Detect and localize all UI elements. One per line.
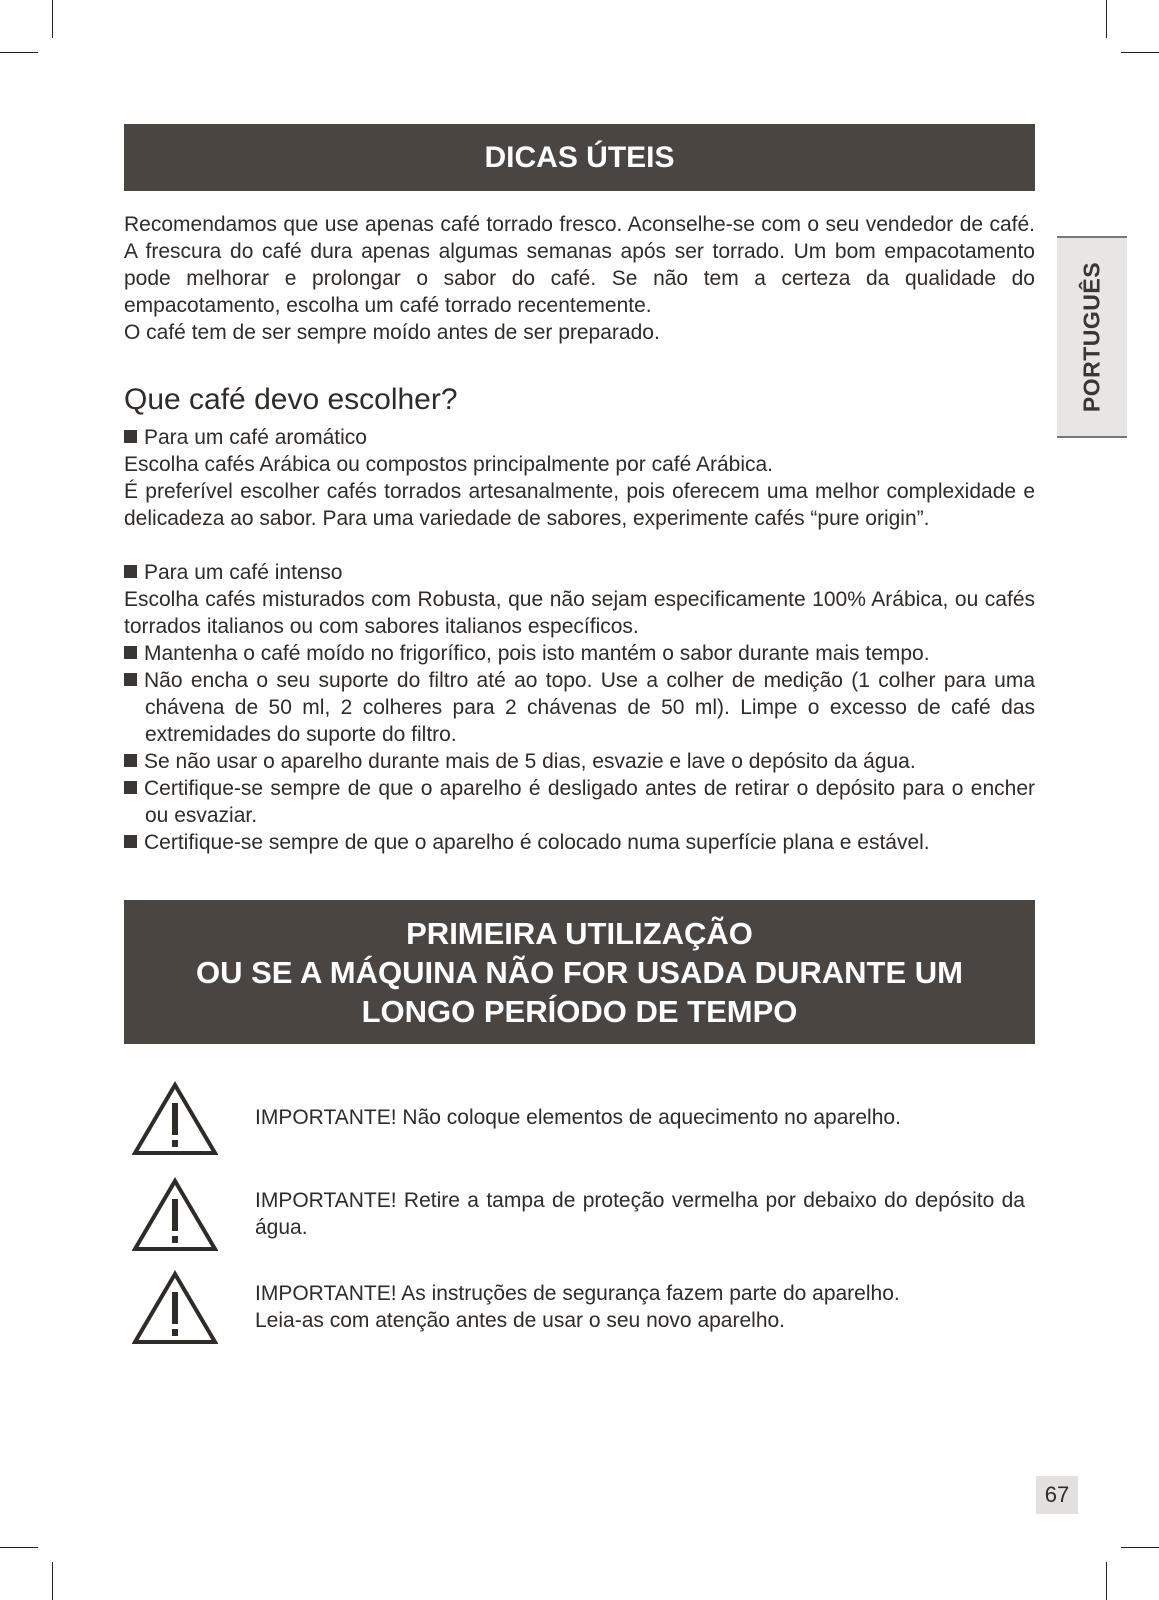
tip-text: Certifique-se sempre de que o aparelho é colocado numa superfície plana e estável. xyxy=(144,831,930,854)
page-number: 67 xyxy=(1036,1476,1078,1514)
crop-mark xyxy=(1106,0,1107,38)
tip-text: Não encha o seu suporte do filtro até ao topo. Use a colher de medição (1 colher para uma chávena de 50 ml, 2 colheres para 2 chávenas de 50 ml). Limpe o excesso de café das extremidades do suporte do filtro. xyxy=(144,669,1035,746)
warning-triangle-icon xyxy=(132,1177,218,1253)
warning-line: Leia-as com atenção antes de usar o seu novo aparelho. xyxy=(255,1309,786,1332)
bullet-intense xyxy=(124,559,1035,586)
square-bullet-icon xyxy=(124,673,137,686)
banner-line: PRIMEIRA UTILIZAÇÃO xyxy=(406,916,753,951)
tip-text: Se não usar o aparelho durante mais de 5 dias, esvazie e lave o depósito da água. xyxy=(144,750,916,773)
crop-mark xyxy=(1106,1562,1107,1600)
banner-line: LONGO PERÍODO DE TEMPO xyxy=(361,994,798,1029)
warning-text: IMPORTANTE! Retire a tampa de proteção vermelha por debaixo do depósito da água. xyxy=(255,1189,1025,1239)
square-bullet-icon xyxy=(124,565,137,578)
tip-text: Certifique-se sempre de que o aparelho é desligado antes de retirar o depósito para o encher ou esvaziar. xyxy=(144,777,1035,827)
warning-line: IMPORTANTE! As instruções de segurança fazem parte do aparelho. xyxy=(255,1282,900,1305)
crop-mark xyxy=(1121,52,1159,53)
tip-item xyxy=(124,748,1035,775)
crop-mark xyxy=(0,52,38,53)
language-tab xyxy=(1057,236,1127,438)
bullet-label: Para um café intenso xyxy=(144,561,343,584)
bullet-label: Para um café aromático xyxy=(144,426,367,449)
tip-item xyxy=(124,829,1035,856)
square-bullet-icon xyxy=(124,646,137,659)
square-bullet-icon xyxy=(124,754,137,767)
intro-block xyxy=(124,211,1035,346)
tip-item xyxy=(124,667,1035,748)
square-bullet-icon xyxy=(124,781,137,794)
crop-mark xyxy=(0,1547,38,1548)
section-banner-primeira-utilizacao xyxy=(124,900,1035,1044)
intro-paragraph: O café tem de ser sempre moído antes de ser preparado. xyxy=(124,321,660,344)
warning-text: IMPORTANTE! Não coloque elementos de aquecimento no aparelho. xyxy=(255,1106,901,1129)
aromatic-line: É preferível escolher cafés torrados artesanalmente, pois oferecem uma melhor complexidade e delicadeza ao sabor. Para uma variedade de sabores, experimente cafés “pure origin”. xyxy=(124,480,1035,530)
square-bullet-icon xyxy=(124,835,137,848)
language-label: PORTUGUÊS xyxy=(1078,261,1105,413)
tip-item xyxy=(124,640,1035,667)
banner-line: OU SE A MÁQUINA NÃO FOR USADA DURANTE UM xyxy=(196,955,963,990)
bullet-aromatic xyxy=(124,424,1035,451)
subheading-que-cafe: Que café devo escolher? xyxy=(124,383,458,416)
section-banner-dicas-uteis: DICAS ÚTEIS xyxy=(124,124,1035,191)
tip-text: Mantenha o café moído no frigorífico, pois isto mantém o sabor durante mais tempo. xyxy=(144,642,930,665)
crop-mark xyxy=(52,0,53,38)
crop-mark xyxy=(52,1562,53,1600)
crop-mark xyxy=(1121,1547,1159,1548)
square-bullet-icon xyxy=(124,430,137,443)
tips-block xyxy=(124,424,1035,856)
intense-text: Escolha cafés misturados com Robusta, que não sejam especificamente 100% Arábica, ou cafés torrados italianos ou com sabores italianos específicos. xyxy=(124,588,1035,638)
intro-paragraph: Recomendamos que use apenas café torrado fresco. Aconselhe-se com o seu vendedor de café. A frescura do café dura apenas algumas semanas após ser torrado. Um bom empacotamento pode melhorar e prolongar o sabor do café. Se não tem a certeza da qualidade do empacotamento, escolha um café torrado recentemente. xyxy=(124,213,1035,317)
tip-item xyxy=(124,775,1035,829)
aromatic-line: Escolha cafés Arábica ou compostos principalmente por café Arábica. xyxy=(124,453,774,476)
warning-triangle-icon xyxy=(132,1081,218,1157)
warning-triangle-icon xyxy=(132,1270,218,1346)
warning-text xyxy=(255,1280,1025,1334)
